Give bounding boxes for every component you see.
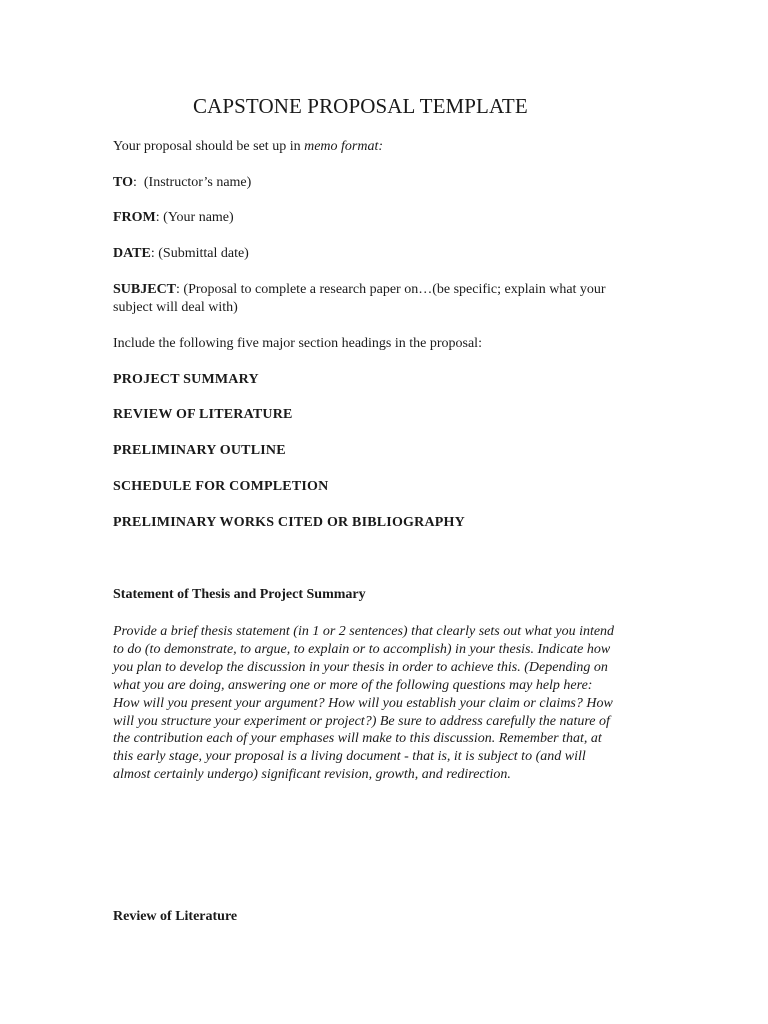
memo-field-date xyxy=(113,246,249,262)
paragraph-line: almost certainly undergo) significant revision, growth, and redirection. xyxy=(113,767,511,783)
thesis-section-paragraph xyxy=(113,623,658,784)
memo-field-to xyxy=(113,175,251,191)
memo-value-to: (Instructor’s name) xyxy=(143,175,252,190)
thesis-section-heading: Statement of Thesis and Project Summary xyxy=(113,587,366,602)
memo-label-to: TO xyxy=(113,175,133,190)
paragraph-line: Provide a brief thesis statement (in 1 or 2 sentences) that clearly sets out what you intend xyxy=(113,624,615,639)
memo-sep-to: : xyxy=(132,175,144,190)
intro-emphasis: memo format: xyxy=(304,139,384,154)
memo-label-from: FROM xyxy=(113,210,156,225)
memo-value-from: (Your name) xyxy=(163,210,234,225)
memo-value-date: (Submittal date) xyxy=(158,246,249,261)
memo-value-subject: (Proposal to complete a research paper on…(be specific; explain what your xyxy=(183,282,606,297)
subject-continuation: subject will deal with) xyxy=(113,300,238,315)
section-heading-preliminary-outline: PRELIMINARY OUTLINE xyxy=(113,443,286,458)
memo-field-from xyxy=(113,210,234,226)
paragraph-line: this early stage, your proposal is a living document - that is, it is subject to (and will xyxy=(113,749,586,765)
memo-label-date: DATE xyxy=(113,246,151,261)
paragraph-line: the contribution each of your emphases will make to this discussion. Remember that, at xyxy=(113,731,602,747)
paragraph-line: How will you present your argument? How will you establish your claim or claims? How xyxy=(113,695,613,711)
sections-intro: Include the following five major section headings in the proposal: xyxy=(113,336,482,351)
memo-field-subject xyxy=(113,282,606,298)
intro-line xyxy=(113,139,383,155)
memo-label-subject: SUBJECT xyxy=(113,282,177,297)
literature-section-heading: Review of Literature xyxy=(113,909,238,924)
section-heading-review-of-literature: REVIEW OF LITERATURE xyxy=(113,407,293,422)
memo-sep-from: : xyxy=(155,210,164,225)
section-heading-schedule: SCHEDULE FOR COMPLETION xyxy=(113,479,329,494)
paragraph-line: to do (to demonstrate, to argue, to explain or to accomplish) in your thesis. Indicate how xyxy=(113,641,611,657)
memo-sep-subject: : xyxy=(176,282,184,297)
paragraph-line: what you are doing, answering one or more of the following questions may help here: xyxy=(113,677,593,693)
paragraph-line: will you structure your experiment or project?) Be sure to address carefully the nature of xyxy=(113,713,610,729)
document-title: CAPSTONE PROPOSAL TEMPLATE xyxy=(193,94,528,118)
section-heading-project-summary: PROJECT SUMMARY xyxy=(113,372,259,387)
memo-sep-date: : xyxy=(150,246,159,261)
intro-text: Your proposal should be set up in xyxy=(113,139,305,154)
section-heading-bibliography: PRELIMINARY WORKS CITED OR BIBLIOGRAPHY xyxy=(113,515,465,530)
paragraph-line: you plan to develop the discussion in your thesis in order to achieve this. (Depending on xyxy=(113,659,608,675)
